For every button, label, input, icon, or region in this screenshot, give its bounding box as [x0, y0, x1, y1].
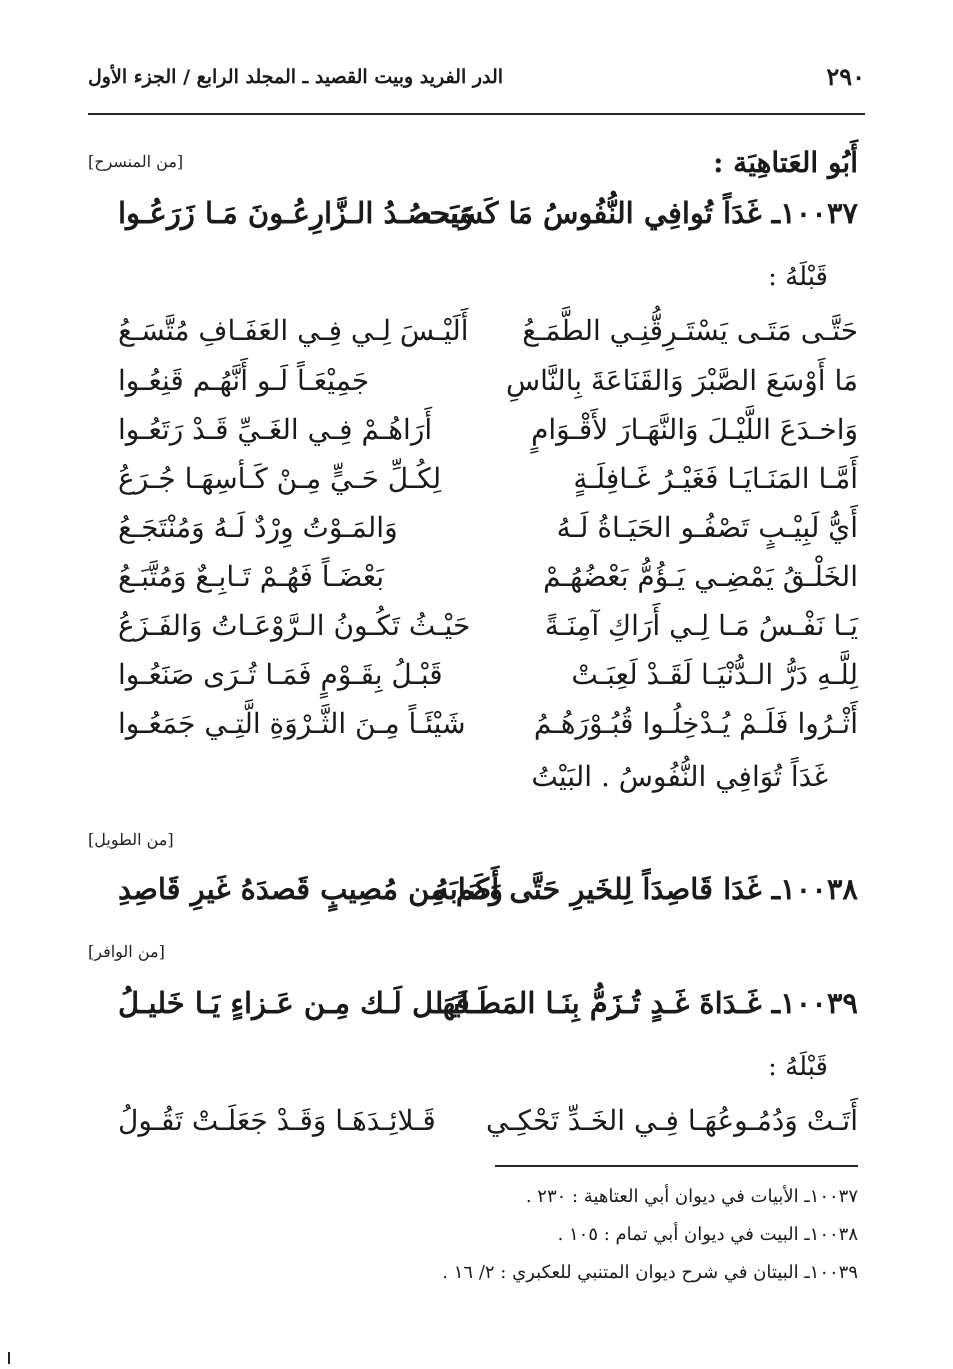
verse-10038-first-hemistich: ١٠٠٣٨ـ غَدَا قَاصِدَاً لِلخَيرِ حَتَّى أَصَابَهُ	[434, 872, 858, 906]
page-header	[88, 62, 865, 102]
poem-line-second-hemistich: وَالمَـوْتُ وِرْدٌ لَـهُ وَمُنْتَجَـعُ	[118, 511, 398, 544]
before-label: قَبْلَهُ :	[768, 262, 828, 292]
poem-line-first-hemistich: وَاخـدَعَ اللَّيْـلَ وَالنَّهَـارَ لأَقْـوَامٍ	[531, 413, 858, 446]
footnote-10039: ١٠٠٣٩ـ البيتان في شرح ديوان المتنبي للعكبري : ٢/ ١٦ .	[442, 1262, 858, 1283]
verse-10037-first-hemistich: ١٠٠٣٧ـ غَدَاً تُوافِي النُّفُوسُ مَا كَسَبَت	[421, 196, 858, 230]
poem-line-first-hemistich: حَتَّـى مَتَـى يَسْتَـرِقُّنِـي الطَّمَـعُ	[522, 314, 858, 347]
before-label: قَبْلَهُ :	[768, 1052, 828, 1082]
poem-line-second-hemistich: حَيْـثُ تَكُـونُ الـرَّوْعَـاتُ وَالفَـزَعُ	[118, 609, 471, 642]
poem-line-second-hemistich: لِكُـلِّ حَـيٍّ مِـنْ كَـأسِهَـا جُـرَعُ	[118, 462, 442, 495]
poem-line-second-hemistich: شَيْئَـاً مِـنَ الثَّـرْوَةِ الَّتِـي جَمَعُـوا	[118, 707, 466, 740]
refrain-line: غَدَاً تُوَافِي النُّفُوسُ . البَيْتُ	[531, 760, 828, 793]
poet-name: أَبُو العَتاهِيَة :	[713, 146, 858, 179]
poem-line-first-hemistich: الخَلْـقُ يَمْضِـي يَـؤُمُّ بَعْضُهُـمْ	[543, 560, 858, 593]
verse-10039-first-hemistich: ١٠٠٣٩ـ غَـدَاةَ غَـدٍ تُـزَمُّ بِنَـا المَطَـايَـا	[435, 986, 858, 1020]
poem-line-second-hemistich: قَبْـلُ بِقَـوْمٍ فَمَـا تُـرَى صَنَعُـوا	[118, 658, 443, 691]
header-divider	[88, 113, 865, 115]
verse-10037-second-hemistich: وَيَحصُـدُ الـزَّارِعُـونَ مَـا زَرَعُـوا	[118, 196, 474, 230]
poem-line-first-hemistich: أَثْـرُوا فَلَـمْ يُـدْخِلُـوا قُبُـوْرَهُـمُ	[533, 707, 858, 740]
footnote-divider	[495, 1165, 858, 1167]
poem-line-first-hemistich: مَا أَوْسَعَ الصَّبْرَ وَالقَنَاعَةَ بِالنَّاسِ	[506, 364, 858, 397]
poem-line-second-hemistich: أَلَيْـسَ لِـي فِـي العَفَـافِ مُتَّسَـعُ	[118, 314, 469, 347]
meter-label-10039: [من الوافر]	[88, 942, 165, 961]
poem-line-first-hemistich: أَمَّـا المَنَـايَـا فَغَيْـرُ غَـافِلَـةٍ	[573, 462, 858, 495]
poem-line-second-hemistich: جَمِيْعَـاً لَـو أَنَّهُـم قَنِعُـوا	[118, 364, 370, 397]
meter-label-10038: [من الطويل]	[88, 830, 174, 849]
page-number: ٢٩٠	[826, 62, 865, 91]
poem-line-second-hemistich: قَـلائِـدَهَـا وَقَـدْ جَعَلَـتْ تَقُـولُ	[118, 1104, 436, 1137]
poem-line-second-hemistich: أَرَاهُـمْ فِـي الغَـيِّ قَـدْ رَتَعُـوا	[118, 413, 433, 446]
page-edge-mark	[8, 1352, 10, 1364]
poem-line-first-hemistich: أَتَـتْ وَدُمُـوعُهَـا فِـي الخَـدِّ تَحْكِـي	[486, 1104, 858, 1137]
verse-10038-second-hemistich: وَكَم مِن مُصِيبٍ قَصدَهُ غَيرِ قَاصِدِ	[118, 872, 504, 906]
poem-line-first-hemistich: يَـا نَفْـسُ مَـا لِـي أَرَاكِ آمِنَـةً	[544, 609, 858, 642]
poem-line-first-hemistich: لِلَّـهِ دَرُّ الـدُّنْيَـا لَقَـدْ لَعِبَـتْ	[571, 658, 858, 691]
footnote-10037: ١٠٠٣٧ـ الأبيات في ديوان أبي العتاهية : ٢٣٠ .	[525, 1186, 858, 1207]
poem-line-first-hemistich: أَيُّ لَبِيْـبٍ تَصْفُـو الحَيَـاةُ لَـهُ	[556, 511, 858, 544]
meter-label-10037: [من المنسرح]	[88, 152, 184, 171]
footnote-10038: ١٠٠٣٨ـ البيت في ديوان أبي تمام : ١٠٥ .	[557, 1224, 858, 1245]
poem-line-second-hemistich: بَعْضَـاً فَهُـمْ تَـابِـعٌ وَمُتَّبَـعُ	[118, 560, 385, 593]
running-title: الدر الفريد وبيت القصيد ـ المجلد الرابع / الجزء الأول	[88, 66, 504, 88]
verse-10039-second-hemistich: فَهَـل لَـك مِـن عَـزاءٍ يَـا خَليـلُ	[118, 986, 470, 1020]
